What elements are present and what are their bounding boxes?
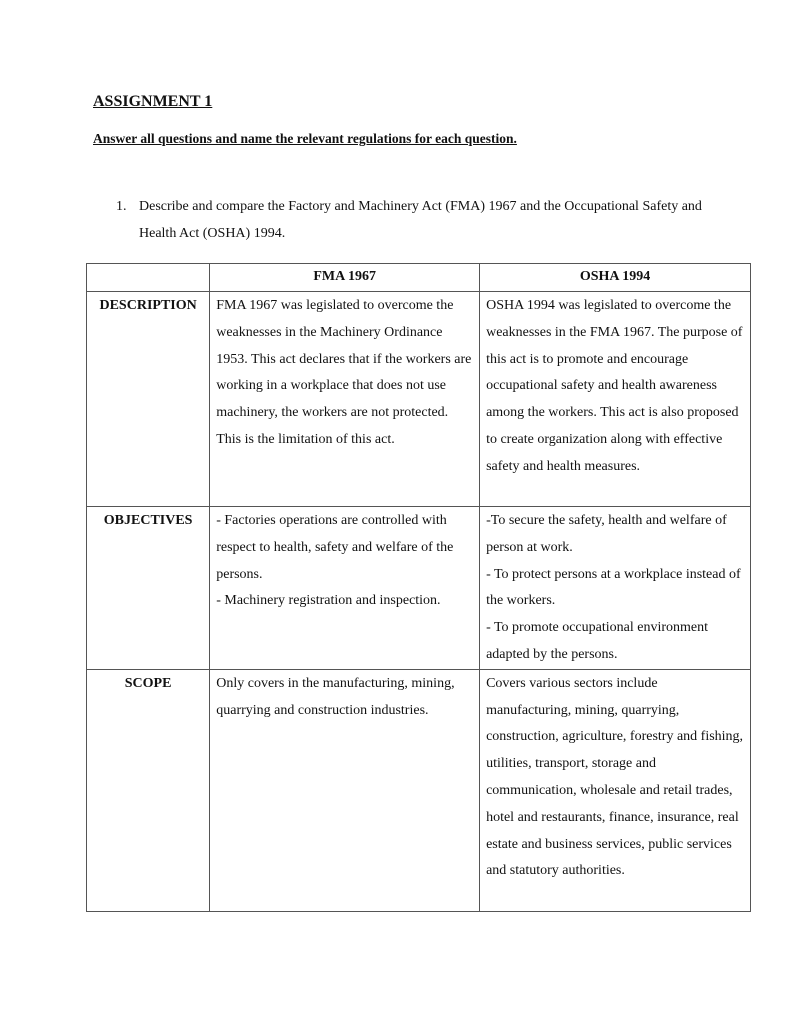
question-1 bbox=[116, 194, 726, 247]
cell-paragraph: -To secure the safety, health and welfare of person at work. bbox=[486, 513, 727, 555]
cell-osha-scope bbox=[480, 669, 751, 911]
question-number: 1. bbox=[116, 199, 127, 214]
cell-paragraph: Only covers in the manufacturing, mining, quarrying and construction industries. bbox=[216, 675, 455, 718]
row-label-scope: SCOPE bbox=[87, 669, 210, 911]
table-row-scope bbox=[87, 669, 751, 911]
cell-fma-description bbox=[210, 292, 480, 507]
cell-paragraph: FMA 1967 was legislated to overcome the weaknesses in the Machinery Ordinance 1953. This act declares that if the workers are working in a workplace that does not use machinery, the workers are not protected. This is the limitation of this act. bbox=[216, 298, 472, 447]
cell-paragraph: - Factories operations are controlled with respect to health, safety and welfare of the persons. bbox=[216, 513, 454, 582]
cell-paragraph: - Machinery registration and inspection. bbox=[216, 593, 441, 609]
cell-osha-description bbox=[480, 292, 751, 507]
row-label-description: DESCRIPTION bbox=[87, 292, 210, 507]
instruction: Answer all questions and name the relevant regulations for each question. bbox=[93, 131, 517, 146]
header-osha: OSHA 1994 bbox=[480, 264, 751, 292]
cell-paragraph: Covers various sectors include manufacturing, mining, quarrying, construction, agriculture, forestry and fishing, utilities, transport, storage and communication, wholesale and retail trades, hotel and restaurants, finance, insurance, real estate and business services, public services and statutory authorities. bbox=[486, 675, 744, 879]
table-header-row bbox=[87, 264, 751, 292]
cell-paragraph: OSHA 1994 was legislated to overcome the weaknesses in the FMA 1967. The purpose of this act is to promote and encourage occupational safety and health awareness among the workers. This act is also proposed to create organization along with effective safety and health measures. bbox=[486, 298, 743, 474]
question-text: Describe and compare the Factory and Machinery Act (FMA) 1967 and the Occupational Safety and Health Act (OSHA) 1994. bbox=[139, 199, 702, 241]
cell-fma-objectives bbox=[210, 507, 480, 670]
cell-osha-objectives bbox=[480, 507, 751, 670]
table-row-description bbox=[87, 292, 751, 507]
page-title: ASSIGNMENT 1 bbox=[93, 93, 213, 110]
comparison-table bbox=[86, 263, 751, 912]
cell-paragraph: - To promote occupational environment adapted by the persons. bbox=[486, 620, 708, 662]
header-blank bbox=[87, 264, 210, 292]
header-fma: FMA 1967 bbox=[210, 264, 480, 292]
table-row-objectives bbox=[87, 507, 751, 670]
cell-paragraph: - To protect persons at a workplace instead of the workers. bbox=[486, 566, 741, 609]
cell-fma-scope bbox=[210, 669, 480, 911]
row-label-objectives: OBJECTIVES bbox=[87, 507, 210, 670]
